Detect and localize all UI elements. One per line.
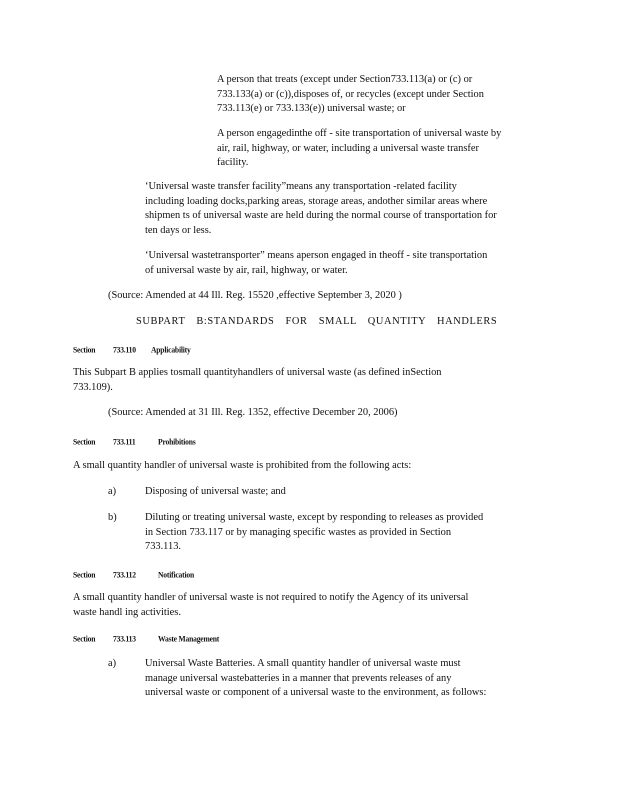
list-item: Disposing of universal waste; and bbox=[145, 486, 286, 497]
source-note: (Source: Amended at 44 Ill. Reg. 15520 ,effective September 3, 2020 ) bbox=[108, 290, 402, 301]
list-marker: b) bbox=[108, 512, 117, 523]
section-title: Notification bbox=[158, 569, 194, 580]
source-note: (Source: Amended at 31 Ill. Reg. 1352, effective December 20, 2006) bbox=[108, 407, 398, 418]
definition-universal-waste-transfer-facility: ‘Universal waste transfer facility”means any transportation -related facility including loading docks,parking areas, storage areas, andother similar areas where shipmen ts of universal waste are held during the normal course of transportation for ten days or less. bbox=[145, 181, 497, 236]
section-title: Applicability bbox=[151, 344, 191, 355]
section-number: 733.110 bbox=[113, 344, 136, 355]
section-label: Section bbox=[73, 569, 96, 580]
list-item: Diluting or treating universal waste, except by responding to releases as provided in Section 733.117 or by managing specific wastes as provided in Section 733.113. bbox=[145, 512, 484, 553]
subpart-heading: SUBPART B:STANDARDS FOR SMALL QUANTITY HANDLERS bbox=[136, 316, 498, 327]
section-number: 733.112 bbox=[113, 569, 136, 580]
definition-universal-waste-transporter: ‘Universal wastetransporter” means aperson engaged in theoff - site transportation of universal waste by air, rail, highway, or water. bbox=[145, 250, 488, 276]
section-body: This Subpart B applies tosmall quantityhandlers of universal waste (as defined inSection 733.109). bbox=[73, 367, 442, 393]
list-marker: a) bbox=[108, 658, 117, 669]
definition-paragraph: A person engagedinthe off - site transportation of universal waste by air, rail, highway, or water, including a universal waste transfer facility. bbox=[217, 128, 502, 169]
list-marker: a) bbox=[108, 486, 117, 497]
section-number: 733.113 bbox=[113, 633, 136, 644]
section-body: A small quantity handler of universal waste is not required to notify the Agency of its universal waste handl ing activities. bbox=[73, 592, 469, 618]
definition-paragraph: A person that treats (except under Section733.113(a) or (c) or 733.133(a) or (c)),disposes of, or recycles (except under Section 733.113(e) or 733.133(e)) universal waste; or bbox=[217, 74, 484, 115]
section-label: Section bbox=[73, 436, 96, 447]
section-title: Waste Management bbox=[158, 633, 220, 644]
list-item: Universal Waste Batteries. A small quantity handler of universal waste must manage universal wastebatteries in a manner that prevents releases of any universal waste or component of a universal waste to the environment, as follows: bbox=[145, 658, 487, 699]
section-title: Prohibitions bbox=[158, 436, 196, 447]
section-label: Section bbox=[73, 633, 96, 644]
section-body: A small quantity handler of universal waste is prohibited from the following acts: bbox=[73, 460, 412, 471]
section-label: Section bbox=[73, 344, 96, 355]
section-number: 733.111 bbox=[113, 436, 136, 447]
